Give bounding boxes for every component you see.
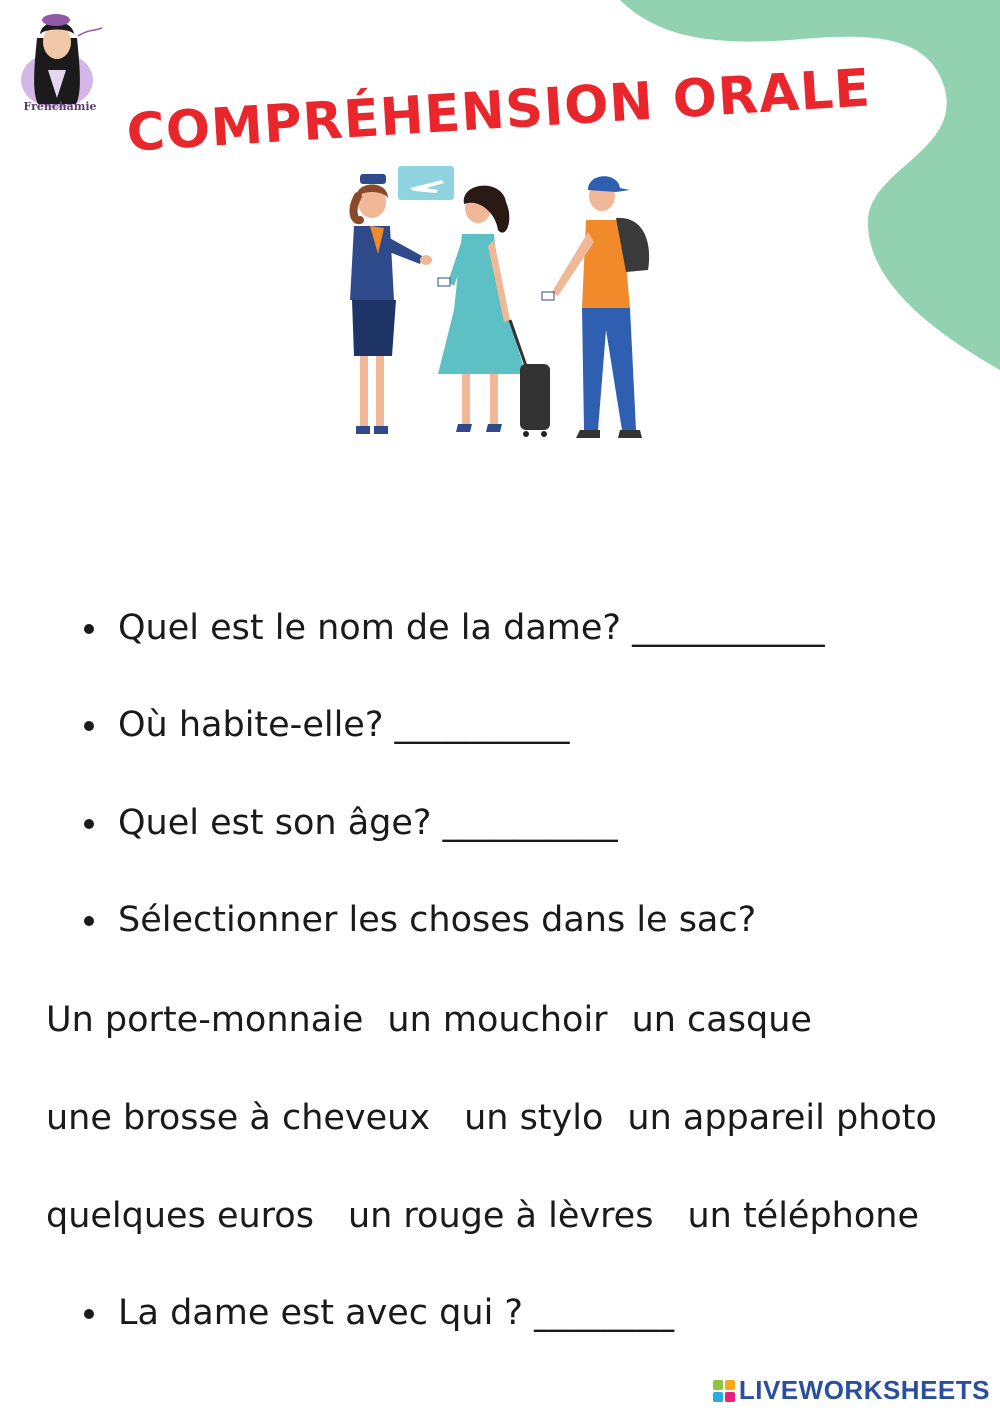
question-2: Où habite-elle? __________ [118, 705, 570, 745]
page-title-text: COMPRÉHENSION ORALE [124, 58, 873, 164]
page-title [104, 58, 894, 166]
option-porte-monnaie[interactable]: Un porte-monnaie [46, 1000, 364, 1040]
question-4: Sélectionner les choses dans le sac? [118, 900, 757, 940]
options-line-1 [46, 998, 812, 1042]
option-telephone[interactable]: un téléphone [687, 1196, 919, 1236]
airport-travelers-illustration [330, 160, 670, 450]
logo-label: Frenchamie [23, 100, 97, 113]
footer-brand-label: LIVEWORKSHEETS [738, 1375, 990, 1405]
question-5: La dame est avec qui ? ________ [118, 1293, 675, 1333]
liveworksheets-footer [713, 1375, 990, 1406]
option-appareil-photo[interactable]: un appareil photo [627, 1098, 937, 1138]
options-line-3 [46, 1194, 919, 1238]
airplane-sign-icon [398, 166, 454, 200]
liveworksheets-logo-icon [713, 1380, 735, 1402]
option-casque[interactable]: un casque [631, 1000, 812, 1040]
option-quelques-euros[interactable]: quelques euros [46, 1196, 314, 1236]
option-rouge-a-levres[interactable]: un rouge à lèvres [347, 1196, 654, 1236]
question-3: Quel est son âge? __________ [118, 803, 618, 843]
option-mouchoir[interactable]: un mouchoir [387, 1000, 608, 1040]
question-1: Quel est le nom de la dame? ___________ [118, 608, 825, 648]
options-line-2 [46, 1096, 937, 1140]
option-brosse-a-cheveux[interactable]: une brosse à cheveux [46, 1098, 431, 1138]
option-stylo[interactable]: un stylo [464, 1098, 604, 1138]
